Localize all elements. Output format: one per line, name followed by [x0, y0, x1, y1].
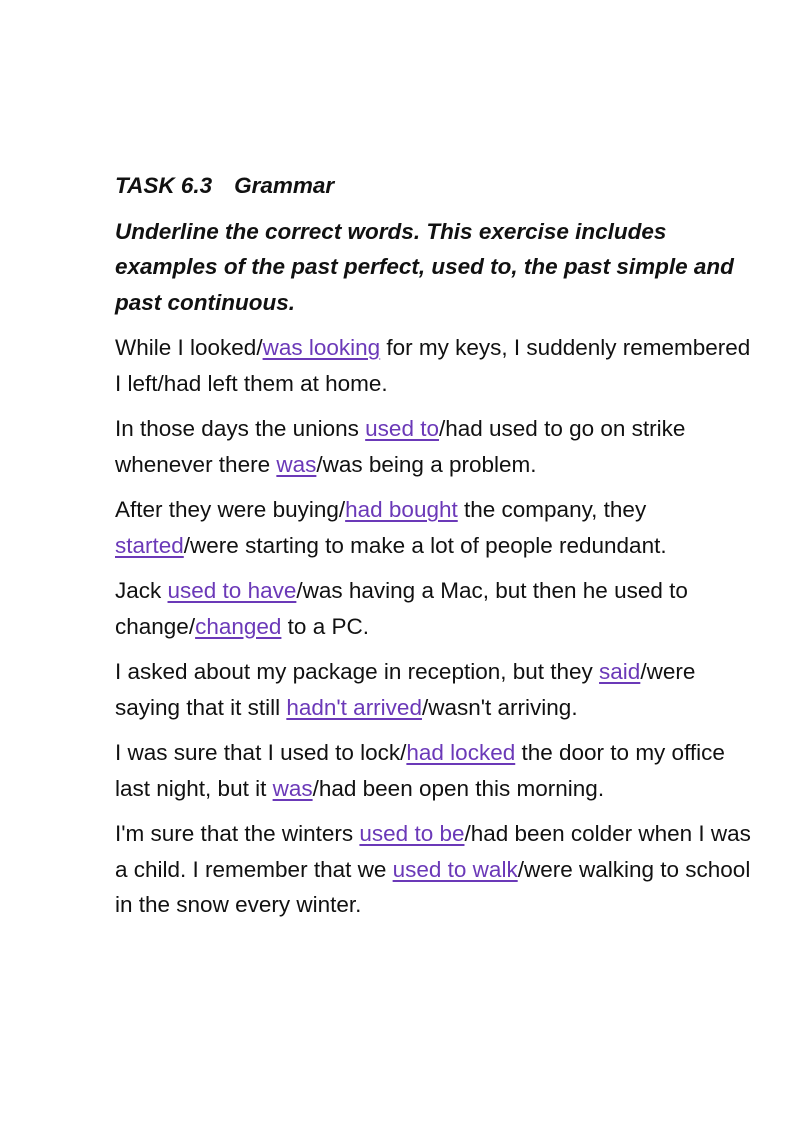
sentence-6 [115, 735, 755, 806]
sentence-text: /was having a Mac, but then he used to change/ [115, 578, 688, 639]
sentence-text: Jack [115, 578, 168, 603]
sentence-text: In those days the unions [115, 416, 366, 441]
underlined-answer: used to have [167, 578, 297, 603]
sentence-text: /were saying that it still [115, 659, 696, 720]
task-number: TASK 6.3 [115, 173, 213, 198]
underlined-answer: said [599, 659, 641, 684]
sentence-text: I asked about my package in reception, but they [115, 659, 600, 684]
sentence-4 [115, 573, 755, 644]
task-title [115, 168, 755, 204]
underlined-answer: used to [365, 416, 439, 441]
sentence-text: /had used to go on strike whenever there [115, 416, 686, 477]
sentence-2 [115, 411, 755, 482]
sentence-1 [115, 330, 755, 401]
underlined-answer: used to walk [392, 856, 518, 882]
sentence-text: the company, they [457, 497, 647, 522]
sentence-text: I was sure that I used to lock/ [115, 740, 407, 765]
underlined-answer: was [272, 775, 313, 801]
sentence-5 [115, 654, 755, 725]
sentence-text: /had been open this morning. [312, 775, 605, 801]
underlined-answer: used to be [359, 821, 465, 846]
instructions: Underline the correct words. This exercise includes examples of the past perfect, used to, the past simple and past continuous. [115, 218, 734, 315]
sentence-3 [115, 492, 755, 563]
sentence-text: /had been colder when I was a child. I remember that we [115, 821, 751, 882]
sentence-text: the door to my office last night, but it [115, 740, 725, 801]
sentence-7 [115, 816, 755, 923]
sentence-list [115, 330, 755, 923]
underlined-answer: was looking [262, 335, 381, 360]
sentence-text: I'm sure that the winters [115, 821, 360, 846]
underlined-answer: was [276, 451, 317, 477]
underlined-answer: started [115, 532, 184, 558]
sentence-text: /wasn't arriving. [421, 694, 578, 720]
sentence-text: /were starting to make a lot of people redundant. [183, 532, 667, 558]
task-heading: Grammar [234, 173, 335, 198]
underlined-answer: changed [195, 613, 282, 639]
sentence-text: for my keys, I suddenly remembered I left/had left them at home. [115, 335, 751, 396]
sentence-text: to a PC. [281, 613, 369, 639]
sentence-text: While I looked/ [115, 335, 263, 360]
underlined-answer: had locked [406, 740, 516, 765]
sentence-text: /was being a problem. [316, 451, 537, 477]
sentence-text: After they were buying/ [115, 497, 346, 522]
underlined-answer: had bought [345, 497, 458, 522]
underlined-answer: hadn't arrived [286, 694, 422, 720]
worksheet [115, 168, 755, 933]
sentence-text: /were walking to school in the snow every winter. [115, 856, 751, 917]
